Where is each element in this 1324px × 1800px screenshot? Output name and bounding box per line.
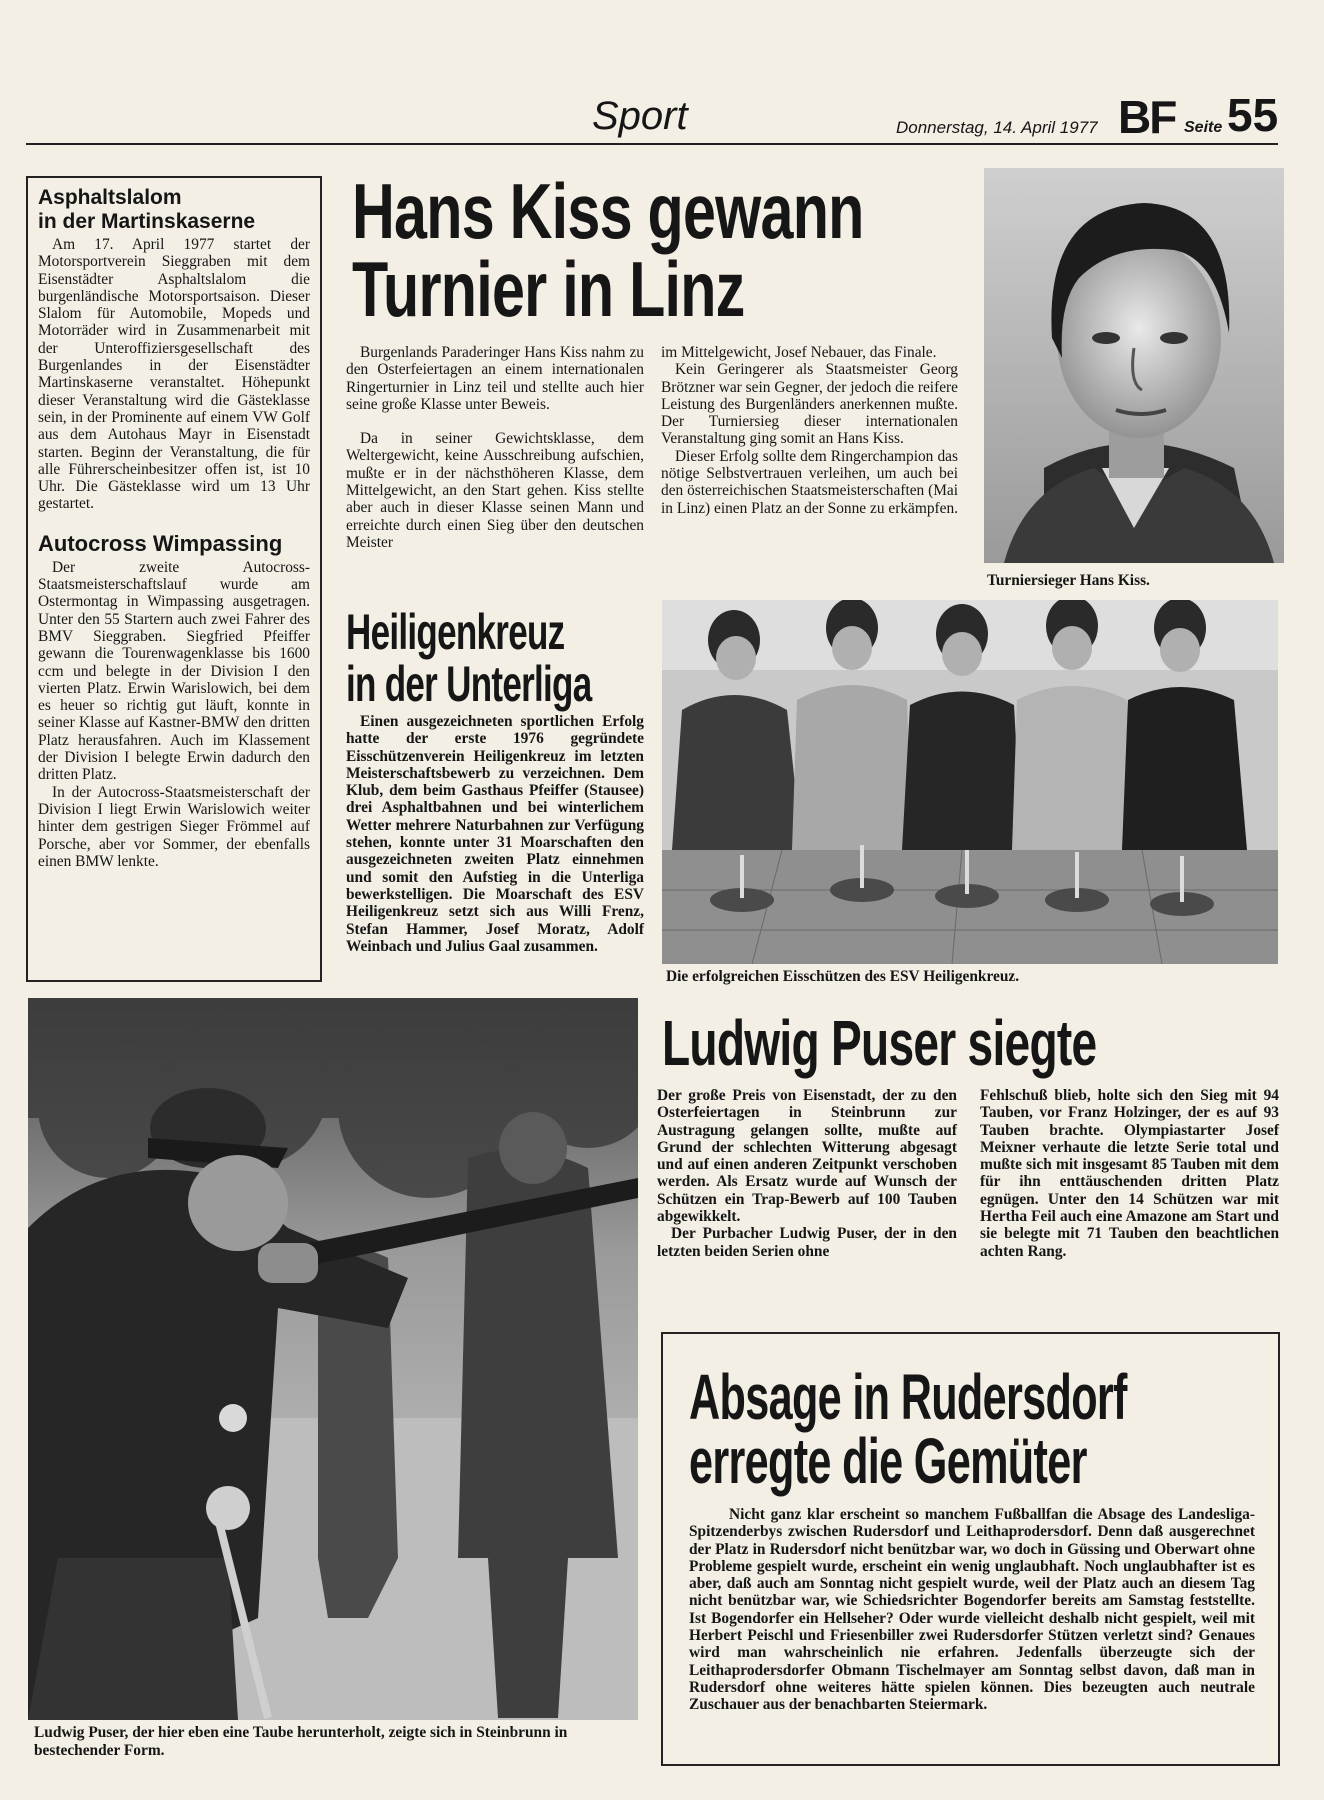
kiss-headline — [352, 167, 992, 333]
asphaltslalom-title — [38, 186, 310, 234]
autocross-title: Autocross Wimpassing — [38, 530, 283, 556]
section-title: Sport — [592, 94, 688, 138]
eisschuetzen-photo-caption: Die erfolgreichen Eisschützen des ESV Heiligenkreuz. — [666, 968, 1020, 985]
puser-shooting-photo — [28, 998, 638, 1720]
puser-column-2 — [980, 1087, 1279, 1260]
heiligenkreuz-headline-line2: in der Unterliga — [346, 656, 592, 712]
heiligenkreuz-paragraph: Einen ausgezeichneten sportlichen Erfolg hatte der erste 1976 gegründete Eisschützenverein Heiligenkreuz im letzten Meisterschaftsbewerb zu verzeichnen. Dem Klub, dem beim Gasthaus Pfeiffer (Stausee) drei Asphaltbahnen und bei winterlichem Wetter mehrere Naturbahnen zur Verfügung stehen, konnte unter 31 Moarschaften den ausgezeichneten zweiten Platz einnehmen und somit den Aufstieg in die Unterliga bewerkstelligen. Die Moarschaft des ESV Heiligenkreuz setzt sich aus Willi Frenz, Stefan Hammer, Josef Moratz, Adolf Weinbach und Julius Gaal zusammen. — [346, 713, 644, 955]
autocross-paragraph-1: Der zweite Autocross-Staatsmeisterschaftslauf wurde am Ostermontag in Wimpassing ausgetragen. Unter den 55 Startern auch zwei Fahrer des BMV Sieggraben. Siegfried Pfeiffer gewann die Tourenwagenklasse bis 1600 ccm und belegte in der Division I den vierten Platz. Erwin Warislowich, bei dem es heuer so richtig gut läuft, konnte in seiner Klasse auf Kastner-BMW den dritten Platz herausfahren. Auch im Klassement der Division I belegte Erwin dadurch den dritten Platz. — [38, 558, 310, 784]
puser-column-1 — [657, 1087, 957, 1260]
heiligenkreuz-text — [346, 713, 644, 955]
asphaltslalom-paragraph: Am 17. April 1977 startet der Motorsportverein Sieggraben mit dem Eisenstädter Asphaltslalom die burgenländische Motorsportsaison. Dieser Slalom für Automobile, Mopeds und Motorräder wird in Zusammenarbeit mit der Unteroffiziersgesellschaft des Burgenlandes in der Eisenstädter Martinskaserne veranstaltet. Höhepunkt dieser Veranstaltung wird die Gästeklasse sein, in der Prominente auf einem VW Golf aus dem Autohaus Mayr in Eisenstadt starten. Beginn der Veranstaltung, die für alle Führerscheinbesitzer offen ist, ist 10 Uhr. Die Gästeklasse wird um 13 Uhr gestartet. — [38, 236, 310, 513]
asphaltslalom-text — [38, 236, 310, 513]
rudersdorf-box — [661, 1332, 1280, 1766]
rudersdorf-headline-line2: erregte die Gemüter — [689, 1425, 1087, 1497]
kiss-headline-line1: Hans Kiss gewann — [352, 167, 864, 255]
puser-col2-paragraph-1: Fehlschuß blieb, holte sich den Sieg mit 94 Tauben, vor Franz Holzinger, der es auf 93 Tauben brachte. Olympiastarter Josef Meixner verhaute die letzte Serie total und mußte sich mit insgesamt 85 Tauben mit dem für ihn enttäuschenden dritten Platz egnügen. Unter den 14 Schützen war mit Hertha Feil auch eine Amazone am Start und sie belegte mit 71 Tauben den beachtlichen achten Rang. — [980, 1087, 1279, 1260]
page-number: 55 — [1227, 89, 1279, 141]
puser-headline-text: Ludwig Puser siegte — [662, 1007, 1097, 1079]
sidebar-box — [26, 176, 322, 982]
asphaltslalom-title-line1: Asphaltslalom — [38, 186, 182, 209]
puser-headline — [662, 1007, 1262, 1079]
autocross-text — [38, 559, 310, 870]
puser-photo-caption: Ludwig Puser, der hier eben eine Taube herunterholt, zeigte sich in Steinbrunn in bestechender Form. — [34, 1724, 568, 1759]
heiligenkreuz-headline — [346, 606, 646, 712]
puser-col1-paragraph-2: Der Purbacher Ludwig Puser, der in den letzten beiden Serien ohne — [657, 1225, 957, 1260]
kiss-headline-line2: Turnier in Linz — [352, 245, 745, 333]
kiss-col1-paragraph-2: Da in seiner Gewichtsklasse, dem Weltergewicht, keine Ausschreibung aufschien, mußte er in der nächsthöheren Klasse, dem Mittelgewicht, an den Start gehen. Kiss stellte aber auch in dieser Klasse seinen Mann und erreichte durch einen Sieg über den deutschen Meister — [346, 430, 644, 551]
kiss-col2-paragraph-2: Kein Geringerer als Staatsmeister Georg Brötzner war sein Gegner, der jedoch die reifere Leistung des Burgenländers anerkennen mußte. Der Turniersieg dieser internationalen Veranstaltung ging somit an Hans Kiss. — [661, 361, 958, 448]
kiss-col1-paragraph-1: Burgenlands Paraderinger Hans Kiss nahm zu den Osterfeiertagen an einem internationalen Ringerturnier in Linz teil und stellte auch hier seine große Klasse unter Beweis. — [346, 344, 644, 413]
issue-date: Donnerstag, 14. April 1977 — [896, 118, 1098, 137]
kiss-portrait-photo — [984, 168, 1284, 563]
asphaltslalom-title-line2: in der Martinskaserne — [38, 210, 256, 233]
kiss-photo-caption: Turniersieger Hans Kiss. — [987, 572, 1150, 589]
eisschuetzen-team-photo — [662, 600, 1278, 964]
kiss-column-2 — [661, 344, 958, 517]
autocross-paragraph-2: In der Autocross-Staatsmeisterschaft der Division I liegt Erwin Warislowich weiter hinter dem gestrigen Sieger Frömmel auf Porsche, aber vor Sommer, der ebenfalls einen BMW lenkte. — [38, 783, 310, 870]
rudersdorf-headline-line1: Absage in Rudersdorf — [689, 1361, 1127, 1433]
kiss-column-1 — [346, 344, 644, 551]
rudersdorf-headline — [689, 1361, 1269, 1498]
heiligenkreuz-headline-line1: Heiligenkreuz — [346, 604, 565, 660]
kiss-col2-paragraph-3: Dieser Erfolg sollte dem Ringerchampion das nötige Selbstvertrauen verleihen, um auch bei den österreichischen Staatsmeisterschaften (Mai in Linz) einen Platz an der Sonne zu erkämpfen. — [661, 447, 959, 517]
page-label: Seite — [1184, 119, 1223, 136]
kiss-col2-paragraph-1: im Mittelgewicht, Josef Nebauer, das Finale. — [661, 344, 937, 361]
article-autocross — [38, 531, 310, 870]
puser-col1-paragraph-1: Der große Preis von Eisenstadt, der zu den Osterfeiertagen in Steinbrunn zur Austragung gelangen sollte, mußte auf Grund der schlechten Witterung abgesagt und auf einen anderen Zeitpunkt verschoben werden. Als Ersatz wurde auf Wunsch der Schützen ein Trap-Bewerb auf 100 Tauben abgewikkelt. — [657, 1087, 957, 1226]
article-asphaltslalom — [38, 186, 310, 513]
masthead — [0, 0, 1324, 150]
newspaper-logo: BF — [1118, 91, 1176, 143]
masthead-rule — [26, 143, 1278, 145]
rudersdorf-text — [689, 1506, 1255, 1714]
rudersdorf-paragraph: Nicht ganz klar erscheint so manchem Fußballfan die Absage des Landesliga-Spitzenderbys zwischen Rudersdorf und Leithaprodersdorf. Denn daß ausgerechnet der Platz in Rudersdorf nicht benützbar war, wo doch in Güssing und Oberwart ohne Probleme gespielt wurde, erscheint ein wenig unglaubhaft. Noch unglaubhafter ist es aber, daß auch am Sonntag nicht gespielt wurde, weil der Platz auch an diesem Tag nicht benützbar war, wie Schiedsrichter Bogendorfer bereits am Samstag feststellte. Ist Bogendorfer ein Hellseher? Oder wurde vielleicht deshalb nicht gespielt, weil mit Herbert Peischl und Friesenbiller zwei Rudersdorfer Stützen verletzt sind? Genaues wird man wahrscheinlich nie erfahren. Jedenfalls überzeugte sich der Leithaprodersdorfer Obmann Tischelmayer am Sonntag selbst davon, daß man in Rudersdorf ohne weiteres hätte spielen können. Dies bezeugten auch neutrale Zuschauer aus der benachbarten Steiermark. — [689, 1506, 1255, 1714]
